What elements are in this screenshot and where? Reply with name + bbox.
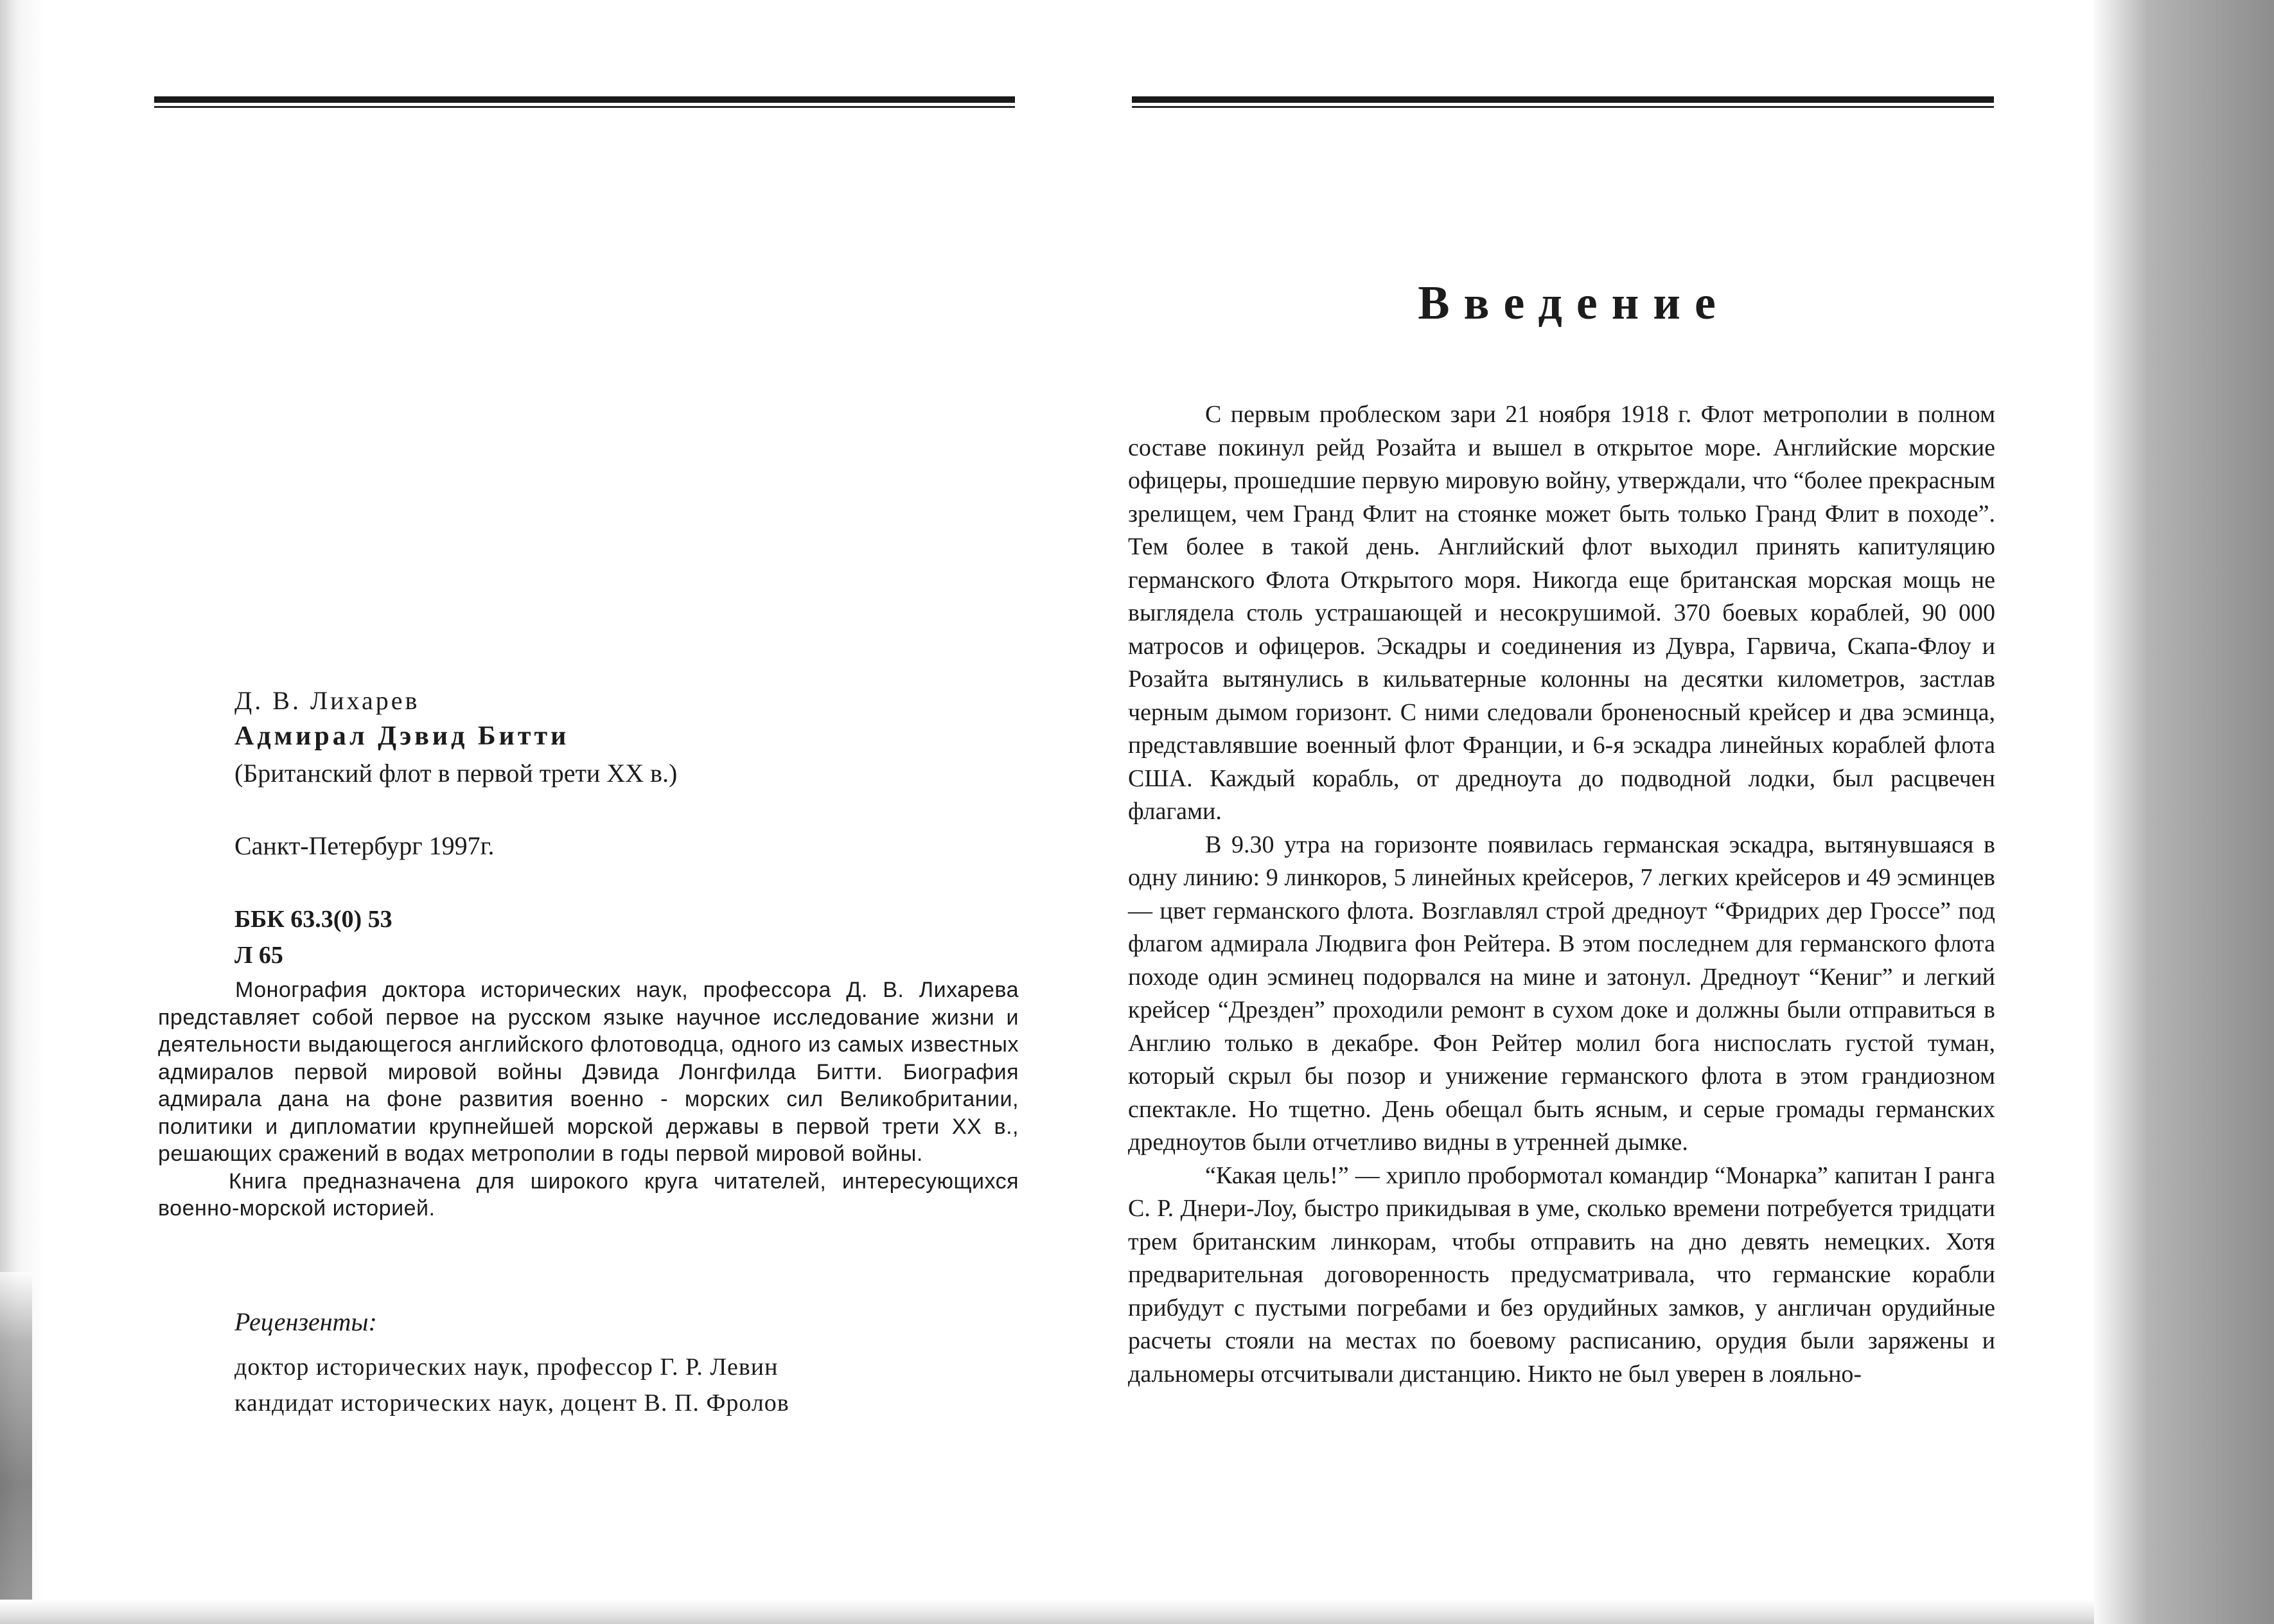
annotation-paragraph: Монография доктора исторических наук, профессора Д. В. Лихарева представляет собой первое на русском языке научное исследование жизни и деятельности выдающегося английского флотоводца, одного из самых известных адмиралов первой мировой войны Дэвида Лонгфилда Битти. Биография адмирала дана на фоне развития военно - морских сил Великобритании, политики и дипломатии крупнейшей морской державы в первой трети XX в., решающих сражений в водах метрополии в годы первой мировой войны. [158,978,1019,1166]
book-subtitle: (Британский флот в первой трети XX в.) [234,759,678,788]
reviewer-line: доктор исторических наук, профессор Г. Р. Левин [234,1354,779,1381]
body-paragraph: “Какая цель!” — хрипло пробормотал командир “Монарка” капитан I ранга С. Р. Днери-Лоу, быстро прикидывая в уме, сколько времени потребуется тридцати трем британским линкорам, чтобы отправить на дно девять немецких. Хотя предварительная договоренность предусматривала, что германские корабли прибудут с пустыми погребами и без орудийных замков, у англичан орудийные расчеты стояли на местах по боевому расписанию, орудия были заряжены и дальномеры отсчитывали дистанцию. Никто не был уверен в лояльно- [1128,1161,1995,1388]
body-paragraph: В 9.30 утра на горизонте появилась германская эскадра, вытянувшаяся в одну линию: 9 линкоров, 5 линейных крейсеров, 7 легких крейсеров и 49 эсминцев — цвет германского флота. Возглавлял строй дредноут “Фридрих дер Гроссе” под флагом адмирала Людвига фон Рейтера. В этом последнем для германского флота походе один эсминец подорвался на мине и затонул. Дредноут “Кениг” и легкий крейсер “Дрезден” проходили ремонт в сухом доке и должны были отправиться в Англию только в декабре. Фон Рейтер молил бога ниспослать густой туман, который скрыл бы позор и унижение германского флота в этом грандиозном спектакле. Но тщетно. День обещал быть ясным, и серые громады германских дредноутов были отчетливо видны в утренней дымке. [1128,831,1995,1156]
annotation-paragraph: Книга предназначена для широкого круга читателей, интересующихся военно-морской историей. [158,1169,1019,1221]
scan-binding-shadow [2094,0,2274,1624]
scan-bottom-edge [0,1600,2113,1624]
imprint-block [234,684,1025,973]
book-title: Адмирал Дэвид Битти [234,721,570,751]
chapter-title: Введение [1418,277,1730,330]
classification-codes [234,901,1025,973]
annotation [158,976,1019,1222]
reviewers-heading: Рецензенты: [234,1307,377,1336]
scan-shadow-left [0,1272,32,1624]
right-page-header-rule [1132,96,1994,108]
author-name: Д. В. Лихарев [234,686,420,715]
bbk-code: ББК 63.3(0) 53 [234,906,392,933]
index-code: Л 65 [234,942,283,969]
reviewer-line: кандидат исторических наук, доцент В. П. Фролов [234,1390,789,1417]
body-paragraph: С первым проблеском зари 21 ноября 1918 г. Флот метрополии в полном составе покинул рейд Розайта и вышел в открытое море. Английские морские офицеры, прошедшие первую мировую войну, утверждали, что “более прекрасным зрелищем, чем Гранд Флит на стоянке может быть только Гранд Флит в походе”. Тем более в такой день. Английский флот выходил принять капитуляцию германского Флота Открытого моря. Никогда еще британская морская мощь не выглядела столь устрашающей и несокрушимой. 370 боевых кораблей, 90 000 матросов и офицеров. Эскадры и соединения из Дувра, Гарвича, Скапа-Флоу и Розайта вытянулись в кильватерные колонны на десятки километров, застлав черным дымом горизонт. С ними следовали броненосный крейсер и два эсминца, представлявшие военный флот Франции, и 6-я эскадра линейных кораблей флота США. Каждый корабль, от дредноута до подводной лодки, был расцвечен флагами. [1128,401,1995,825]
reviewers-block [234,1304,1025,1421]
place-year: Санкт-Петербург 1997г. [234,831,495,860]
left-page-header-rule [154,96,1015,108]
chapter-body [1128,398,1995,1391]
